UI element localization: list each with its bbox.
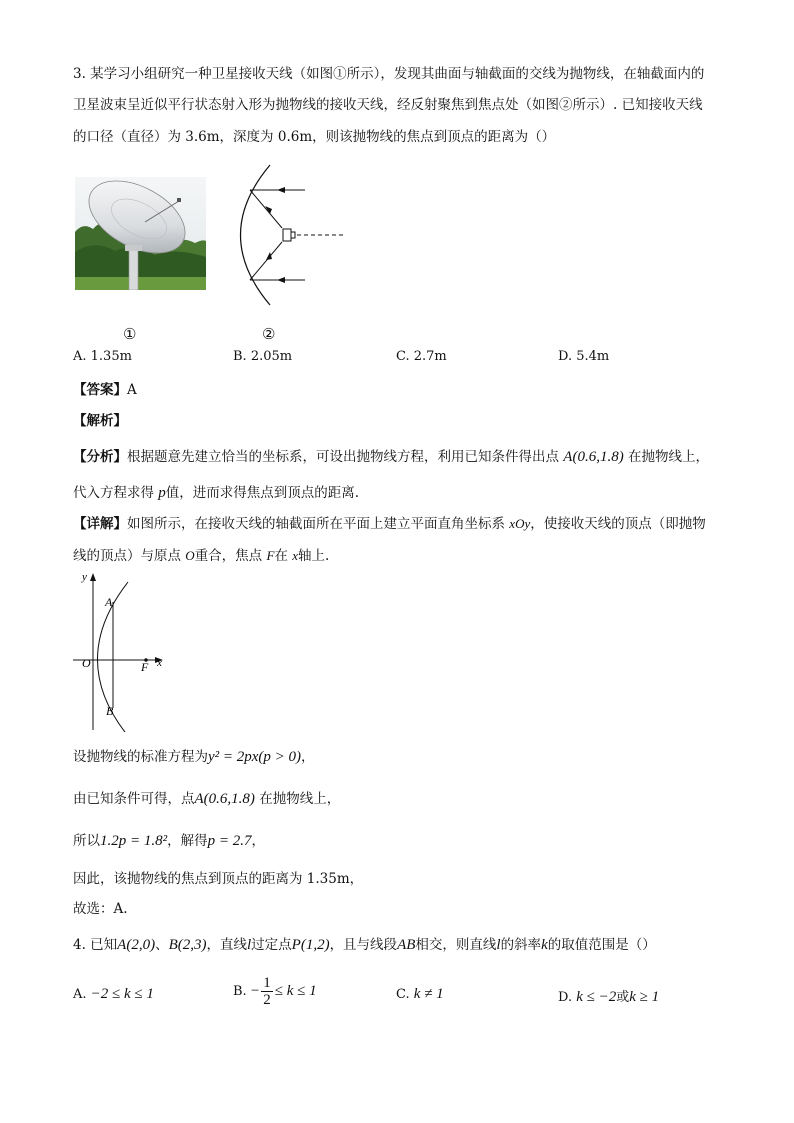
solve-eq: 1.2p = 1.8² (100, 833, 168, 849)
q4-l-var2: l (496, 937, 501, 953)
xiangjie-line2-c: 在 (274, 548, 288, 564)
answer-value: A (127, 382, 137, 398)
graph-a-label: A (105, 595, 113, 609)
graph-x-label: x (157, 657, 162, 669)
xoy-var: xOy (509, 516, 531, 531)
fenxi-line1 (73, 446, 709, 468)
o-var: O (185, 548, 195, 563)
q4-stem (73, 934, 656, 956)
q4-option-b-minus: − (250, 983, 260, 999)
known-a: 由已知条件可得，点 (73, 791, 195, 807)
q4-ab: AB (397, 937, 416, 953)
f-var: F (266, 548, 275, 563)
fraction-numerator: 1 (263, 975, 271, 991)
q4-point-p: P(1,2) (291, 937, 330, 953)
fenxi-text1: 根据题意先建立恰当的坐标系，可设出抛物线方程，利用已知条件得出点 (127, 449, 559, 465)
q4-option-b-tag: B. (233, 984, 247, 999)
q4-option-d-math2: k ≥ 1 (629, 989, 660, 1005)
fenxi-line2-a: 代入方程求得 (73, 485, 154, 501)
choose-line: 故选：A. (73, 901, 128, 917)
y-axis-arrow (90, 573, 96, 581)
q4-option-d-tag: D. (558, 990, 573, 1005)
solve-b: ，解得 (167, 833, 208, 849)
satellite-dish-photo (75, 177, 206, 290)
q4-option-b[interactable] (233, 975, 317, 1008)
fig2-label: ② (262, 325, 276, 343)
xiangjie-line2-a: 线的顶点）与原点 (73, 548, 181, 564)
coordinate-graph (68, 570, 173, 732)
std-eq: y² = 2px(p > 0) (208, 749, 302, 765)
q4-stem-a: 4. 已知 (73, 937, 118, 953)
q3-option-c[interactable]: C. 2.7m (396, 349, 447, 364)
q4-stem-c: 过定点 (251, 937, 292, 953)
xiangjie-line2 (73, 545, 329, 567)
q4-option-b-fraction (261, 975, 273, 1008)
q4-option-a[interactable] (73, 986, 154, 1003)
point-a-math: A(0.6,1.8) (563, 449, 624, 465)
xiangjie-tag: 【详解】 (73, 516, 127, 532)
q4-option-c[interactable] (396, 986, 444, 1003)
q4-k-var: k (541, 937, 548, 953)
q4-option-d-or: 或 (616, 990, 630, 1005)
receiver-box (283, 229, 291, 241)
answer-tag: 【答案】 (73, 382, 127, 398)
solve-c: ， (251, 833, 265, 849)
q3-option-a[interactable]: A. 1.35m (73, 349, 132, 364)
satellite-dish-drawing (75, 177, 206, 290)
fraction-denominator: 2 (263, 992, 271, 1008)
reflector-curve (241, 165, 271, 305)
solve-p: p = 2.7 (207, 833, 252, 849)
fenxi-line2 (73, 482, 359, 504)
std-eq-tail: ， (301, 749, 315, 765)
fenxi-tag: 【分析】 (73, 449, 127, 465)
arrow-head-lower (277, 277, 285, 283)
q4-stem-b: ，直线 (206, 937, 247, 953)
q4-point-b: B(2,3) (168, 937, 207, 953)
q3-option-b[interactable]: B. 2.05m (233, 349, 293, 364)
q4-option-a-math: −2 ≤ k ≤ 1 (90, 986, 154, 1002)
xiangjie-line2-d: 轴上. (298, 548, 330, 564)
std-eq-text: 设抛物线的标准方程为 (73, 749, 208, 765)
q3-stem-line2: 卫星波束呈近似平行状态射入形为抛物线的接收天线，经反射聚焦到焦点处（如图②所示）. 已知接收天线 (73, 97, 703, 113)
graph-f-label: F (141, 660, 149, 674)
x-var: x (292, 548, 299, 563)
std-eq-line (73, 746, 315, 768)
q4-stem-g: 的取值范围是（） (547, 937, 656, 953)
reflected-ray-lower (250, 242, 282, 280)
fenxi-text2: 在抛物线上， (628, 449, 709, 465)
reflected-ray-upper (250, 190, 282, 228)
solve-a: 所以 (73, 833, 100, 849)
xiangjie-line1 (73, 513, 706, 535)
graph-o-label: O (82, 656, 91, 670)
graph-y-label: y (82, 571, 87, 583)
q4-point-a: A(2,0) (117, 937, 156, 953)
xiangjie-line2-b: 重合，焦点 (194, 548, 263, 564)
graph-b-label: B (106, 704, 114, 718)
arrow-head-upper (277, 187, 285, 193)
known-b: 在抛物线上， (259, 791, 341, 807)
known-point: A(0.6,1.8) (194, 791, 255, 807)
q4-stem-e: 相交，则直线 (415, 937, 497, 953)
xiangjie-text2: ，使接收天线的顶点（即抛物 (530, 516, 706, 532)
conclusion-line: 因此，该抛物线的焦点到顶点的距离为 1.35m， (73, 871, 364, 887)
answer-line (73, 379, 137, 401)
q4-stem-f: 的斜率 (500, 937, 542, 953)
known-line (73, 788, 340, 810)
fenxi-line2-b: 值，进而求得焦点到顶点的距离. (165, 485, 360, 501)
q4-option-d[interactable] (558, 986, 659, 1006)
q4-stem-d: ，且与线段 (329, 937, 398, 953)
q4-option-d-math1: k ≤ −2 (576, 989, 617, 1005)
xiangjie-text1: 如图所示，在接收天线的轴截面所在平面上建立平面直角坐标系 (127, 516, 505, 532)
q3-option-d[interactable]: D. 5.4m (558, 349, 610, 364)
q4-l-var: l (246, 937, 252, 953)
q4-option-c-math: k ≠ 1 (413, 986, 444, 1002)
parabolic-reflector-diagram (225, 160, 350, 310)
q3-stem-line1: 3. 某学习小组研究一种卫星接收天线（如图①所示），发现其曲面与轴截面的交线为抛物线，在轴截面内的 (73, 66, 705, 82)
q4-sep: 、 (155, 937, 169, 953)
fig1-label: ① (123, 325, 137, 343)
solve-line (73, 830, 265, 852)
q4-option-b-rest: ≤ k ≤ 1 (274, 983, 317, 999)
analysis-tag: 【解析】 (73, 413, 127, 429)
q4-option-c-tag: C. (396, 987, 410, 1002)
q3-stem-line3: 的口径（直径）为 3.6m，深度为 0.6m，则该抛物线的焦点到顶点的距离为（） (73, 129, 556, 145)
p-var: p (158, 485, 166, 501)
q4-option-a-tag: A. (73, 987, 87, 1002)
